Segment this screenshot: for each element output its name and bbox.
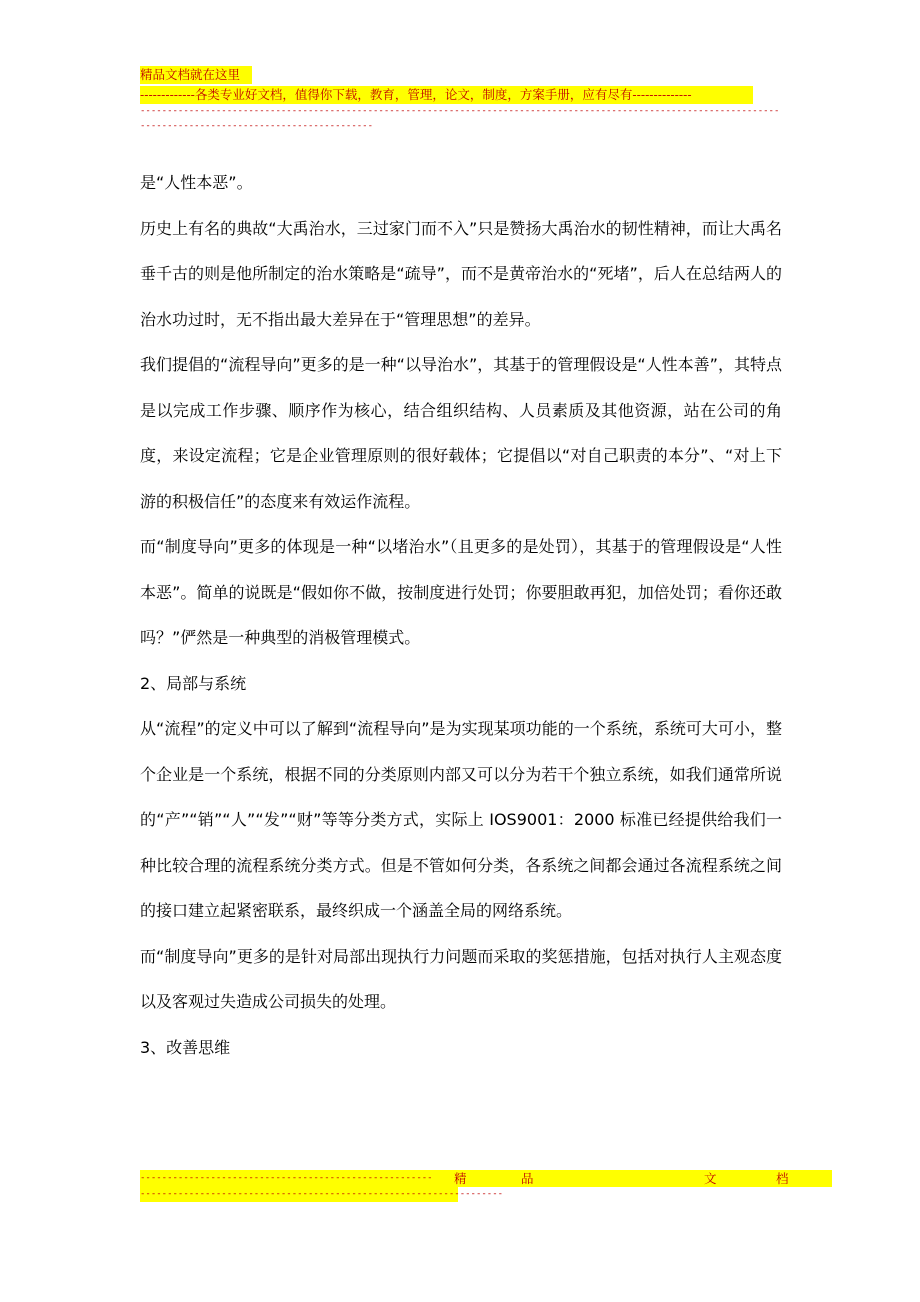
header-rule: ----------------------------------------------------------------------------------------------------------------------------------------------------------------- xyxy=(140,106,780,131)
footer-char: 精 xyxy=(454,1171,467,1186)
section-heading: 3、改善思维 xyxy=(140,1037,231,1057)
paragraph: 而“制度导向”更多的是针对局部出现执行力问题而采取的奖惩措施，包括对执行人主观态度以及客观过失造成公司损失的处理。 xyxy=(140,946,782,1011)
paragraph: 从“流程”的定义中可以了解到“流程导向”是为实现某项功能的一个系统，系统可大可小，整个企业是一个系统，根据不同的分类原则内部又可以分为若干个独立系统，如我们通常所说的“产”“销”“人”“发”“财”等等分类方式，实际上 IOS9001：2000 标准已经提供给我们一种比较合理的流程系统分类方式。但是不管如何分类，各系统之间都会通过各流程系统之间的接口建立起紧密联系，最终织成一个涵盖全局的网络系统。 xyxy=(140,719,782,920)
footer-rule: ------------------------------------------------------------------- xyxy=(140,1187,458,1202)
footer-dash: ------------------------------------------------------ xyxy=(140,1173,433,1183)
footer-banner xyxy=(140,1170,832,1187)
section-heading: 2、局部与系统 xyxy=(140,673,247,693)
paragraph: 而“制度导向”更多的体现是一种“以堵治水”（且更多的是处罚），其基于的管理假设是“人性本恶”。简单的说既是“假如你不做，按制度进行处罚；你要胆敢再犯，加倍处罚；看你还敢吗？”俨然是一种典型的消极管理模式。 xyxy=(140,537,782,647)
footer-char: 文 xyxy=(704,1171,717,1186)
paragraph: 是“人性本恶”。 xyxy=(140,173,253,192)
header-title: 精品文档就在这里 xyxy=(140,66,252,84)
footer-char: 品 xyxy=(521,1171,534,1186)
header-slogan: -------------各类专业好文档，值得你下载，教育，管理，论文，制度，方案手册，应有尽有-------------- xyxy=(140,86,753,104)
footer-char: 档 xyxy=(776,1171,789,1186)
document-body xyxy=(140,160,782,1070)
paragraph: 我们提倡的“流程导向”更多的是一种“以导治水”，其基于的管理假设是“人性本善”，其特点是以完成工作步骤、顺序作为核心，结合组织结构、人员素质及其他资源，站在公司的角度，来设定流程；它是企业管理原则的很好载体；它提倡以“对自己职责的本分”、“对上下游的积极信任”的态度来有效运作流程。 xyxy=(140,355,782,511)
paragraph: 历史上有名的典故“大禹治水，三过家门而不入”只是赞扬大禹治水的韧性精神，而让大禹名垂千古的则是他所制定的治水策略是“疏导”，而不是黄帝治水的“死堵”，后人在总结两人的治水功过时，无不指出最大差异在于“管理思想”的差异。 xyxy=(140,218,782,329)
